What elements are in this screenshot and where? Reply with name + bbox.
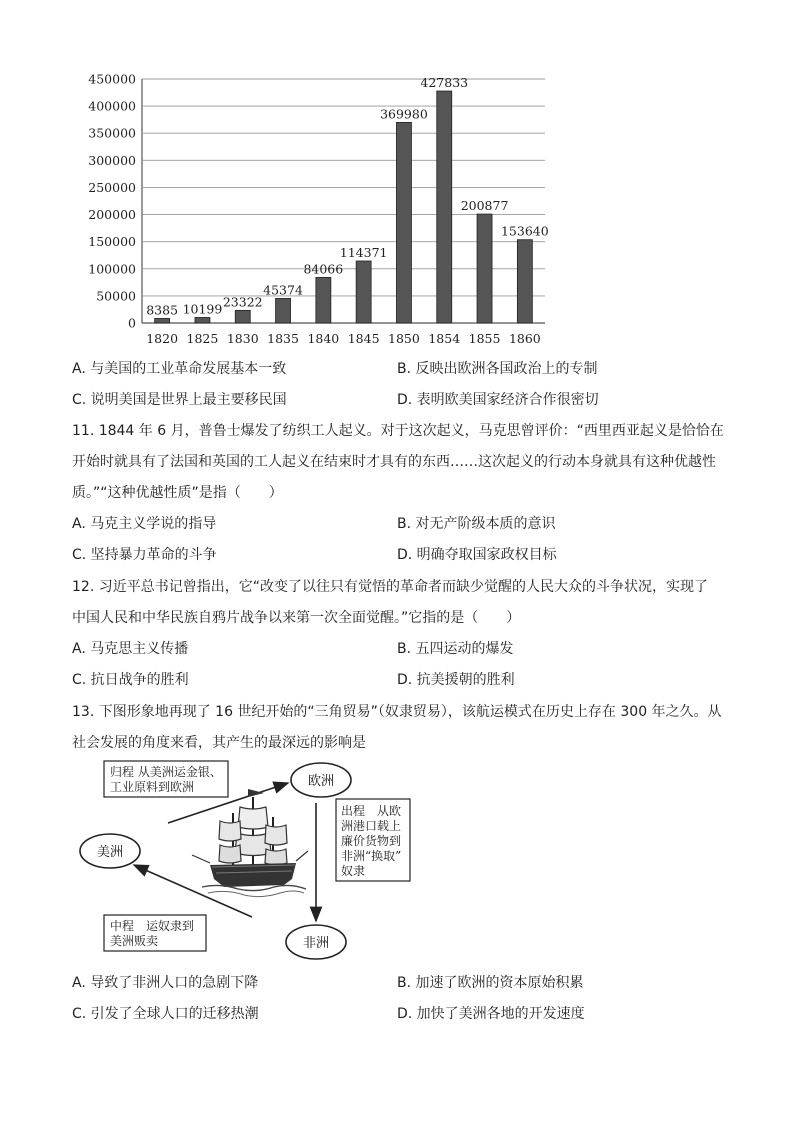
- q11-option-c[interactable]: C. 坚持暴力革命的斗争: [72, 547, 217, 563]
- q10-option-d[interactable]: D. 表明欧美国家经济合作很密切: [397, 392, 599, 408]
- chart-data-label: 427833: [420, 75, 469, 91]
- outbound-voyage-text: 洲港口载上: [341, 819, 402, 833]
- chart-bar: [195, 317, 210, 323]
- q10-option-b[interactable]: B. 反映出欧洲各国政治上的专制: [397, 361, 598, 377]
- chart-data-label: 369980: [380, 106, 428, 122]
- q11-option-a[interactable]: A. 马克主义学说的指导: [72, 516, 217, 532]
- chart-x-tick-label: 1850: [388, 331, 420, 346]
- europe-label: 欧洲: [307, 774, 335, 789]
- chart-data-label: 84066: [303, 261, 344, 277]
- q13-option-c[interactable]: C. 引发了全球人口的迁移热潮: [72, 1006, 259, 1022]
- q11-option-b[interactable]: B. 对无产阶级本质的意识: [397, 516, 556, 532]
- chart-data-label: 114371: [339, 244, 388, 260]
- outbound-voyage-text: 奴隶: [341, 864, 366, 878]
- chart-bar: [437, 91, 452, 323]
- chart-y-tick-label: 50000: [96, 288, 136, 304]
- q12-option-d[interactable]: D. 抗美援朝的胜利: [397, 672, 515, 688]
- chart-y-ticks: [88, 72, 136, 331]
- sailing-ship-icon: [192, 789, 308, 897]
- q13-option-b[interactable]: B. 加速了欧洲的资本原始积累: [397, 975, 584, 991]
- return-voyage-text: 归程 从美洲运金银、: [110, 765, 222, 779]
- chart-x-tick-label: 1845: [347, 331, 380, 346]
- chart-bar: [517, 240, 532, 323]
- return-voyage-text: 工业原料到欧洲: [110, 780, 195, 794]
- chart-y-tick-label: 200000: [88, 207, 136, 223]
- chart-y-tick-label: 450000: [88, 71, 136, 87]
- q12-stem-line: 中国人民和中华民族自鸦片战争以来第一次全面觉醒。”它指的是（ ）: [72, 610, 521, 626]
- chart-x-tick-label: 1825: [186, 331, 219, 346]
- q12-stem: [72, 572, 732, 634]
- outbound-voyage-text: 出程 从欧: [341, 804, 402, 818]
- chart-y-tick-label: 250000: [88, 179, 136, 195]
- middle-passage-text: 美洲贩卖: [110, 934, 159, 948]
- q13-stem-line: 13. 下图形象地再现了 16 世纪开始的“三角贸易”（奴隶贸易），该航运模式在历史上存在 300 年之久。从: [72, 704, 722, 720]
- chart-bar: [235, 310, 250, 323]
- chart-y-tick-label: 100000: [88, 261, 136, 277]
- chart-y-tick-label: 150000: [88, 234, 136, 250]
- chart-data-label: 10199: [182, 301, 223, 317]
- q11-stem-line: 11. 1844 年 6 月，普鲁士爆发了纺织工人起义。对于这次起义，马克思曾评价：“西里西亚起义是恰恰在: [72, 423, 724, 439]
- triangular-trade-diagram: [70, 755, 420, 965]
- q12-option-c[interactable]: C. 抗日战争的胜利: [72, 672, 189, 688]
- chart-data-label: 23322: [222, 294, 263, 310]
- q12-option-a[interactable]: A. 马克思主义传播: [72, 641, 189, 657]
- q12-stem-line: 12. 习近平总书记曾指出，它“改变了以往只有觉悟的革命者而缺少觉醒的人民大众的斗争状况，实现了: [72, 579, 708, 595]
- chart-data-label: 200877: [460, 198, 509, 214]
- q11-stem-line: 开始时就具有了法国和英国的工人起义在结束时才具有的东西……这次起义的行动本身就具有这种优越性: [72, 454, 716, 470]
- outbound-voyage-text: 非洲“换取”: [341, 849, 402, 863]
- chart-x-tick-label: 1860: [508, 331, 541, 346]
- q11-option-d[interactable]: D. 明确夺取国家政权目标: [397, 547, 557, 563]
- chart-y-tick-label: 400000: [88, 98, 136, 114]
- chart-bar: [356, 261, 371, 323]
- chart-x-tick-label: 1835: [267, 331, 299, 346]
- chart-x-tick-label: 1830: [226, 331, 259, 346]
- chart-data-label: 8385: [146, 302, 179, 318]
- chart-data-label: 45374: [263, 282, 303, 298]
- q11-stem-line: 质。”“这种优越性质”是指（ ）: [72, 485, 283, 501]
- immigration-bar-chart: [60, 62, 560, 352]
- middle-passage-text: 中程 运奴隶到: [110, 919, 195, 933]
- q12-option-b[interactable]: B. 五四运动的爆发: [397, 641, 514, 657]
- chart-y-tick-label: 300000: [88, 152, 136, 168]
- chart-y-tick-label: 0: [128, 315, 136, 331]
- america-label: 美洲: [96, 845, 124, 860]
- chart-bar: [316, 277, 331, 323]
- chart-bar: [276, 298, 291, 323]
- outbound-voyage-text: 廉价货物到: [341, 834, 402, 848]
- q13-stem: [72, 697, 732, 759]
- chart-bar: [396, 122, 411, 323]
- chart-bar: [477, 214, 492, 323]
- chart-x-labels: [146, 331, 541, 346]
- chart-y-tick-label: 350000: [88, 125, 136, 141]
- africa-label: 非洲: [302, 936, 330, 951]
- q13-option-a[interactable]: A. 导致了非洲人口的急剧下降: [72, 975, 259, 991]
- chart-x-tick-label: 1820: [146, 331, 179, 346]
- q13-option-d[interactable]: D. 加快了美洲各地的开发速度: [397, 1006, 585, 1022]
- chart-data-label: 153640: [500, 223, 549, 239]
- chart-bar: [155, 318, 170, 323]
- q10-option-a[interactable]: A. 与美国的工业革命发展基本一致: [72, 361, 287, 377]
- chart-x-tick-label: 1840: [307, 331, 340, 346]
- q11-stem: [72, 416, 732, 509]
- chart-x-tick-label: 1854: [428, 331, 461, 346]
- q10-option-c[interactable]: C. 说明美国是世界上最主要移民国: [72, 392, 287, 408]
- q13-stem-line: 社会发展的角度来看，其产生的最深远的影响是: [72, 735, 366, 751]
- chart-x-tick-label: 1855: [468, 331, 501, 346]
